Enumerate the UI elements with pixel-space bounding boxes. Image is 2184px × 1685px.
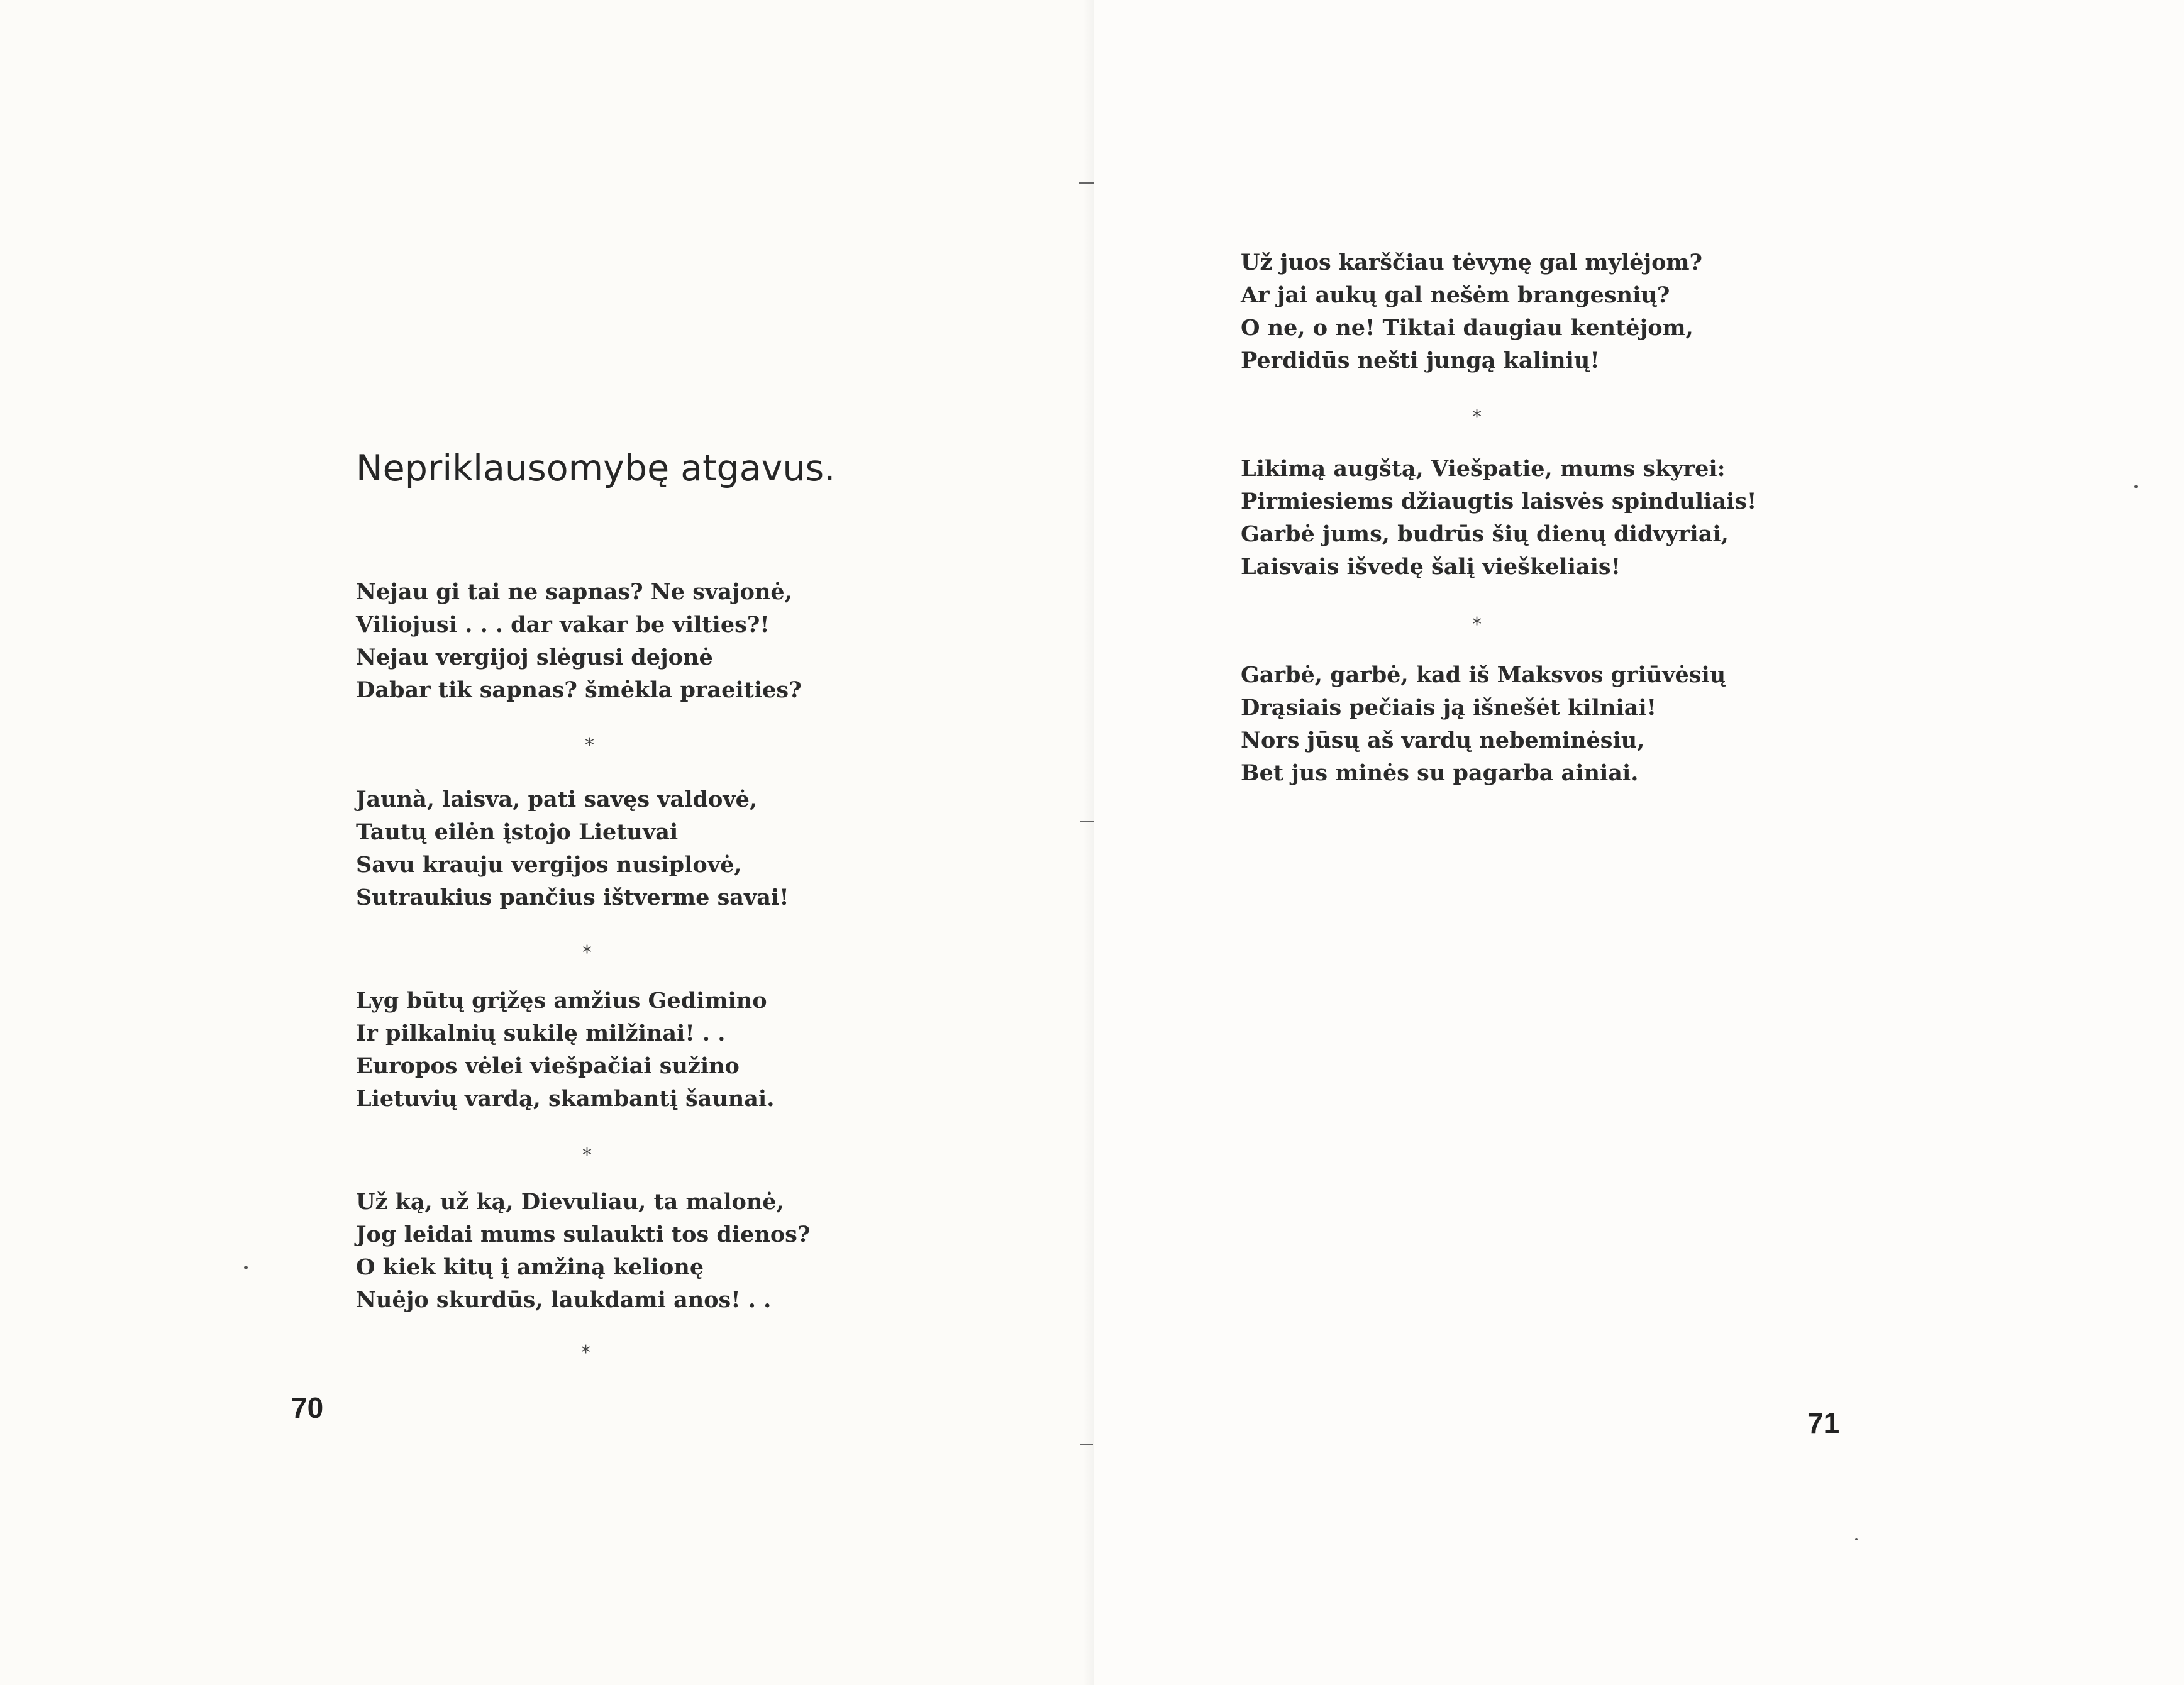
stanza-7 — [1241, 659, 1726, 790]
verse-line: Už juos karščiau tėvynę gal mylėjom? — [1241, 250, 1703, 275]
paper-speck — [2134, 485, 2138, 488]
verse-line: Nejau gi tai ne sapnas? Ne svajonė, — [356, 579, 792, 605]
stanza-separator: * — [1472, 614, 1482, 636]
verse-line: Lyg būtų grįžęs amžius Gedimino — [356, 988, 767, 1014]
verse-line: Už ką, už ką, Dievuliau, ta malonė, — [356, 1189, 784, 1215]
verse-line: Laisvais išvedę šalį vieškeliais! — [1241, 554, 1621, 580]
stanza-2 — [356, 783, 789, 914]
verse-line: Nuėjo skurdūs, laukdami anos! . . — [356, 1287, 772, 1313]
stanza-6 — [1241, 453, 1756, 583]
verse-line: Lietuvių vardą, skambantį šaunai. — [356, 1086, 775, 1112]
verse-line: Ir pilkalnių sukilę milžinai! . . — [356, 1020, 726, 1046]
stanza-5 — [1241, 246, 1702, 377]
verse-line: Likimą augštą, Viešpatie, mums skyrei: — [1241, 456, 1726, 482]
stanza-separator: * — [582, 1144, 592, 1166]
verse-line: Europos vėlei viešpačiai sužino — [356, 1053, 740, 1079]
verse-line: Sutraukius pančius ištverme savai! — [356, 885, 789, 910]
verse-line: Drąsiais pečiais ją išnešėt kilniai! — [1241, 695, 1657, 721]
verse-line: Perdidūs nešti jungą kalinių! — [1241, 348, 1600, 373]
stanza-4 — [356, 1186, 810, 1317]
verse-line: Ar jai aukų gal nešėm brangesnių? — [1241, 282, 1670, 308]
right-page — [1094, 0, 2184, 1685]
verse-line: Nors jūsų aš vardų nebeminėsiu, — [1241, 727, 1645, 753]
verse-line: Viliojusi . . . dar vakar be vilties?! — [356, 612, 770, 638]
stanza-separator: * — [581, 1342, 590, 1364]
verse-line: Jog leidai mums sulaukti tos dienos? — [356, 1222, 811, 1247]
stanza-3 — [356, 985, 774, 1115]
verse-line: O kiek kitų į amžiną kelionę — [356, 1254, 704, 1280]
verse-line: Jaunà, laisva, pati savęs valdovė, — [356, 787, 758, 812]
stanza-1 — [356, 576, 802, 707]
page-number: 71 — [1807, 1406, 1840, 1439]
verse-line: Bet jus minės su pagarba ainiai. — [1241, 760, 1639, 786]
paper-speck — [1855, 1538, 1858, 1540]
verse-line: Pirmiesiems džiaugtis laisvės spinduliais! — [1241, 489, 1757, 514]
verse-line: Garbė jums, budrūs šių dienų didvyriai, — [1241, 521, 1729, 547]
verse-line: Tautų eilėn įstojo Lietuvai — [356, 819, 679, 845]
paper-speck — [244, 1266, 248, 1269]
verse-line: Garbė, garbė, kad iš Maksvos griūvėsių — [1241, 662, 1726, 688]
page-number: 70 — [291, 1391, 324, 1424]
verse-line: Dabar tik sapnas? šmėkla praeities? — [356, 677, 802, 703]
verse-line: Nejau vergijoj slėgusi dejonė — [356, 644, 713, 670]
verse-line: Savu krauju vergijos nusiplovė, — [356, 852, 742, 878]
stanza-separator: * — [582, 942, 592, 964]
verse-line: O ne, o ne! Tiktai daugiau kentėjom, — [1241, 315, 1693, 341]
stanza-separator: * — [1472, 406, 1482, 428]
stanza-separator: * — [585, 734, 594, 756]
poem-title: Nepriklausomybę atgavus. — [356, 448, 836, 489]
